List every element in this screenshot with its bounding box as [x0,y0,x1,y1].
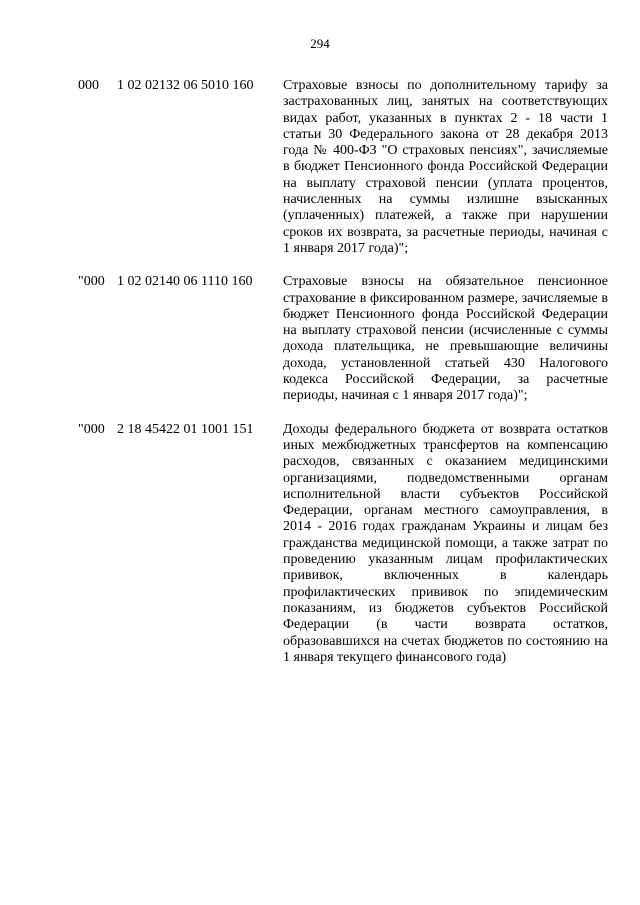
page-number: 294 [310,36,330,51]
budget-classification-code: 1 02 02132 06 5010 160 [117,78,254,93]
budget-classification-code: 1 02 02140 06 1110 160 [117,274,253,290]
income-description: Страховые взносы на обязательное пенсионное страхование в фиксированном размере, зачисляемые в бюджет Пенсионного фонда Российской Федерации на выплату страховой пенсии (исчисленные с суммы дохода плательщика, не превышающие величины дохода, установленной статьей 430 Налогового кодекса Российской Федерации, за расчетные периоды, начиная с 1 января 2017 года)"; [283,274,608,404]
income-description: Доходы федерального бюджета от возврата остатков иных межбюджетных трансфертов на компенсацию расходов, связанных с оказанием медицинскими организациями, подведомственными органам исполнительной власти субъектов Российской Федерации, органам местного самоуправления, в 2014 - 2016 годах гражданам Украины и лицам без гражданства медицинской помощи, а также затрат по проведению указанным лицам профилактических прививок, включенных в календарь профилактических прививок по эпидемическим показаниям, из бюджетов субъектов Российской Федерации (в части возврата остатков, образовавшихся на счетах бюджетов по состоянию на 1 января текущего финансового года) [283,421,608,665]
list-item [0,274,640,404]
budget-code-list [0,78,640,666]
admin-code: 000 [78,78,99,93]
admin-code: "000 [78,274,105,290]
budget-classification-code: 2 18 45422 01 1001 151 [117,421,254,437]
admin-code: "000 [78,421,105,437]
income-description: Страховые взносы по дополнительному тарифу за застрахованных лиц, занятых на соответствующих видах работ, указанных в пунктах 2 - 18 части 1 статьи 30 Федерального закона от 28 декабря 2013 года № 400-ФЗ "О страховых пенсиях", зачисляемые в бюджет Пенсионного фонда Российской Федерации на выплату страховой пенсии (уплата процентов, начисленных на суммы излишне взысканных (уплаченных) платежей, а также при нарушении сроков их возврата, за расчетные периоды, начиная с 1 января 2017 года)"; [283,78,608,256]
list-item [0,78,640,257]
list-item [0,422,640,666]
